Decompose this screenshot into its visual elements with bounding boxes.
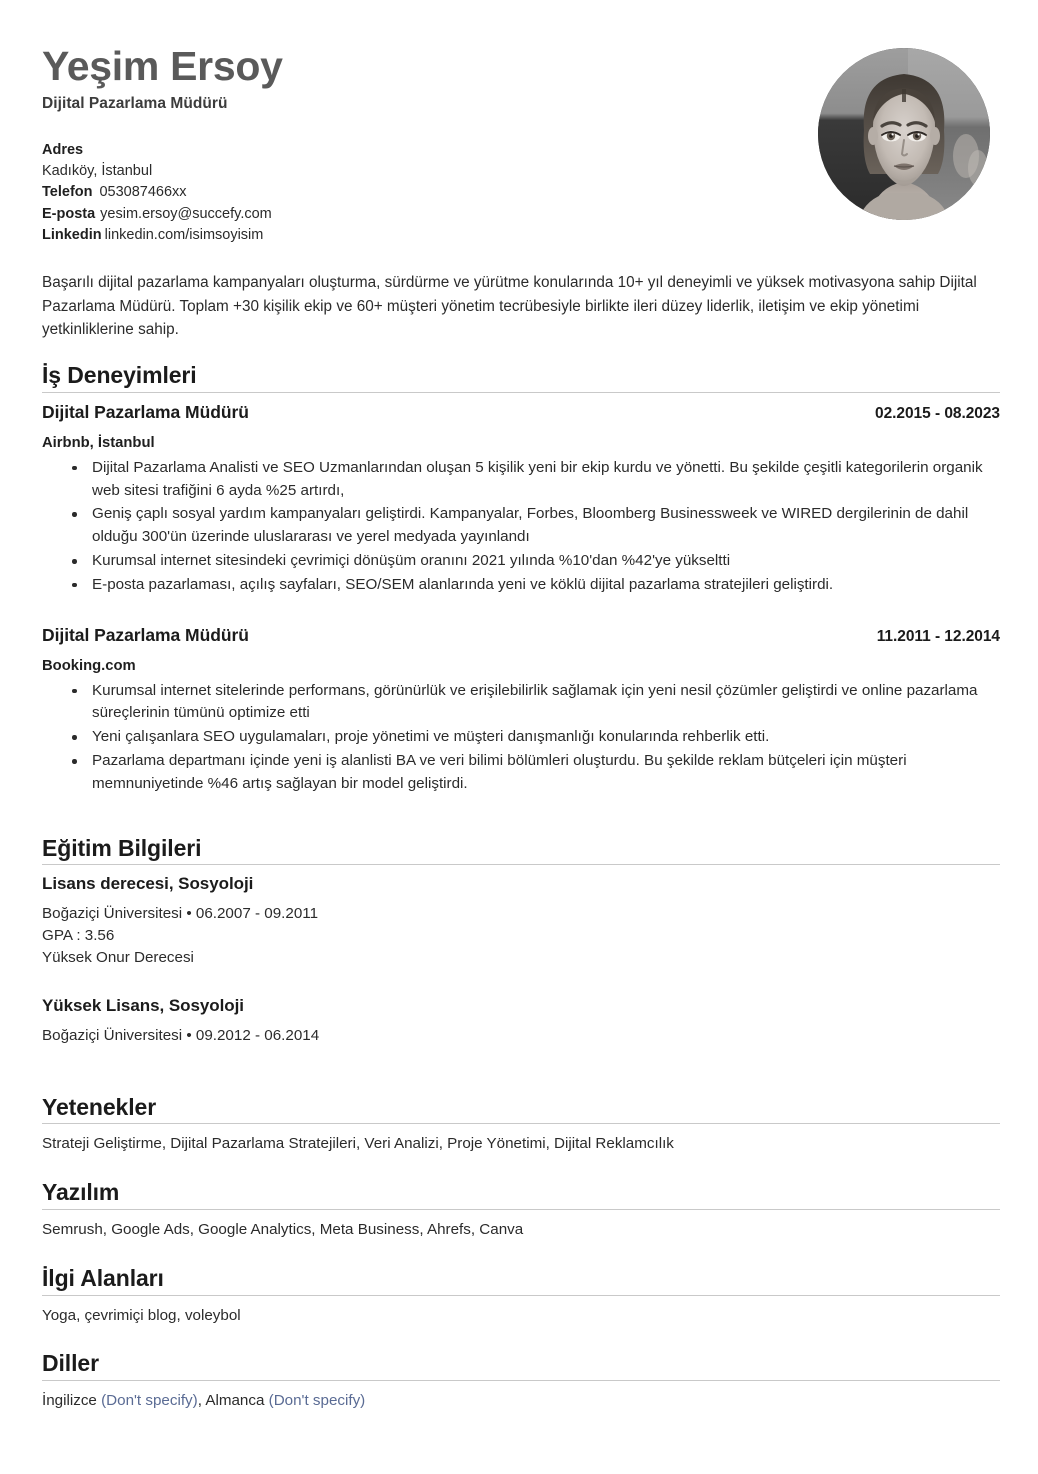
job-role: Dijital Pazarlama Müdürü — [42, 401, 249, 422]
address-label: Adres — [42, 141, 84, 158]
education-school: Boğaziçi Üniversitesi • 06.2007 - 09.2011 — [42, 905, 319, 923]
job-header-row — [42, 402, 1000, 423]
education-heading: Eğitim Bilgileri — [42, 834, 202, 861]
spacer — [42, 599, 1000, 625]
linkedin-label: Linkedin — [42, 227, 102, 244]
phone-value: 053087466xx — [99, 184, 187, 201]
email-label: E-posta — [42, 205, 96, 222]
email-value[interactable]: yesim.ersoy@succefy.com — [100, 205, 272, 222]
candidate-job-title: Dijital Pazarlama Müdürü — [42, 94, 228, 112]
cv-header — [42, 44, 1000, 246]
job-role: Dijital Pazarlama Müdürü — [42, 624, 249, 645]
education-school: Boğaziçi Üniversitesi • 09.2012 - 06.2014 — [42, 1027, 320, 1045]
job-header-row — [42, 625, 1000, 646]
job-dates: 11.2011 - 12.2014 — [876, 627, 1000, 645]
job-bullet: Pazarlama departmanı içinde yeni iş alanlisti BA ve veri bilimi bölümleri oluşturdu. Bu şekilde reklam bütçeleri için müşteri memnuniyetinde %46 artış sağlayan bir model geliştirdi. — [70, 750, 1000, 796]
section-interests — [42, 1266, 1000, 1328]
education-honors: Yüksek Onur Derecesi — [42, 948, 194, 966]
job-bullet-list — [42, 457, 1000, 597]
phone-label: Telefon — [42, 184, 93, 201]
skills-divider — [42, 1123, 1000, 1124]
job-bullet: Geniş çaplı sosyal yardım kampanyaları geliştirdi. Kampanyalar, Forbes, Bloomberg Businessweek ve WIRED dergilerinin de dahil olduğu 300'ün üzerinde uluslararası ve yerel medyada yayınlandı — [70, 503, 1000, 549]
contact-block — [42, 140, 283, 247]
section-software — [42, 1180, 1000, 1242]
job-bullet-list — [42, 680, 1000, 796]
language-separator: , — [197, 1392, 206, 1410]
linkedin-value[interactable]: linkedin.com/isimsoyisim — [104, 227, 264, 244]
education-degree: Lisans derecesi, Sosyoloji — [42, 874, 254, 894]
skills-list: Strateji Geliştirme, Dijital Pazarlama Stratejileri, Veri Analizi, Proje Yönetimi, Dijital Reklamcılık — [42, 1135, 674, 1153]
job-company: Booking.com — [42, 657, 136, 674]
languages-heading: Diller — [42, 1350, 99, 1377]
candidate-name: Yeşim Ersoy — [42, 43, 283, 89]
education-degree: Yüksek Lisans, Sosyoloji — [42, 996, 244, 1016]
languages-list — [42, 1390, 1000, 1413]
job-company: Airbnb, İstanbul — [42, 434, 155, 451]
job-bullet: E-posta pazarlaması, açılış sayfaları, SEO/SEM alanlarında yeni ve köklü dijital pazarlama stratejileri geliştirdi. — [70, 574, 1000, 597]
profile-photo — [818, 48, 990, 220]
section-experience — [42, 363, 1000, 796]
language-level-1[interactable]: (Don't specify) — [101, 1392, 198, 1410]
job-bullet: Yeni çalışanlara SEO uygulamaları, proje yönetimi ve müşteri danışmanlığı konularında rehberlik etti. — [70, 726, 1000, 749]
software-heading: Yazılım — [42, 1179, 120, 1206]
job-entry — [42, 402, 1000, 597]
education-entry — [42, 996, 1000, 1047]
profile-summary: Başarılı dijital pazarlama kampanyaları oluşturma, sürdürme ve yürütme konularında 10+ yıl deneyimli ve yüksek motivasyona sahip Dijital Pazarlama Müdürü. Toplam +30 kişilik ekip ve 60+ müşteri yönetim tecrübesiyle birlikte ileri düzey liderlik, iletişim ve ekip yönetimi yetkinliklerine sahip. — [42, 274, 977, 338]
language-level-2[interactable]: (Don't specify) — [268, 1392, 366, 1410]
interests-heading: İlgi Alanları — [42, 1264, 164, 1291]
software-divider — [42, 1209, 1000, 1210]
section-skills — [42, 1095, 1000, 1157]
section-languages — [42, 1351, 1000, 1413]
software-list: Semrush, Google Ads, Google Analytics, Meta Business, Ahrefs, Canva — [42, 1221, 524, 1238]
language-name-1: İngilizce — [42, 1392, 97, 1410]
job-dates: 02.2015 - 08.2023 — [875, 404, 1000, 422]
education-gpa: GPA : 3.56 — [42, 926, 115, 944]
job-entry — [42, 625, 1000, 796]
section-education — [42, 836, 1000, 1047]
contact-linkedin-row — [42, 225, 283, 246]
contact-address-row — [42, 161, 283, 182]
contact-email-row — [42, 204, 283, 225]
job-bullet: Dijital Pazarlama Analisti ve SEO Uzmanlarından oluşan 5 kişilik yeni bir ekip kurdu ve yönetti. Bu şekilde çeşitli kategorilerin organik web sitesi trafiğini 6 ayda %25 artırdı, — [70, 457, 1000, 503]
job-bullet: Kurumsal internet sitesindeki çevrimiçi dönüşüm oranını 2021 yılında %10'dan %42'ye yükseltti — [70, 550, 1000, 573]
education-divider — [42, 864, 1000, 865]
languages-divider — [42, 1380, 1000, 1381]
experience-heading: İş Deneyimleri — [42, 362, 197, 389]
education-entry — [42, 874, 1000, 968]
skills-heading: Yetenekler — [42, 1093, 157, 1120]
interests-divider — [42, 1295, 1000, 1296]
interests-list: Yoga, çevrimiçi blog, voleybol — [42, 1306, 241, 1324]
spacer — [42, 972, 1000, 996]
language-name-2: Almanca — [205, 1392, 265, 1410]
job-bullet: Kurumsal internet sitelerinde performans, görünürlük ve erişilebilirlik sağlamak için yeni nesil çözümler geliştirdi ve online pazarlama süreçlerinin tümünü optimize etti — [70, 680, 1000, 726]
contact-phone-row — [42, 182, 283, 203]
address-value: Kadıköy, İstanbul — [42, 163, 153, 180]
header-text-block — [42, 44, 283, 246]
experience-divider — [42, 392, 1000, 393]
contact-address-label-row — [42, 140, 283, 161]
